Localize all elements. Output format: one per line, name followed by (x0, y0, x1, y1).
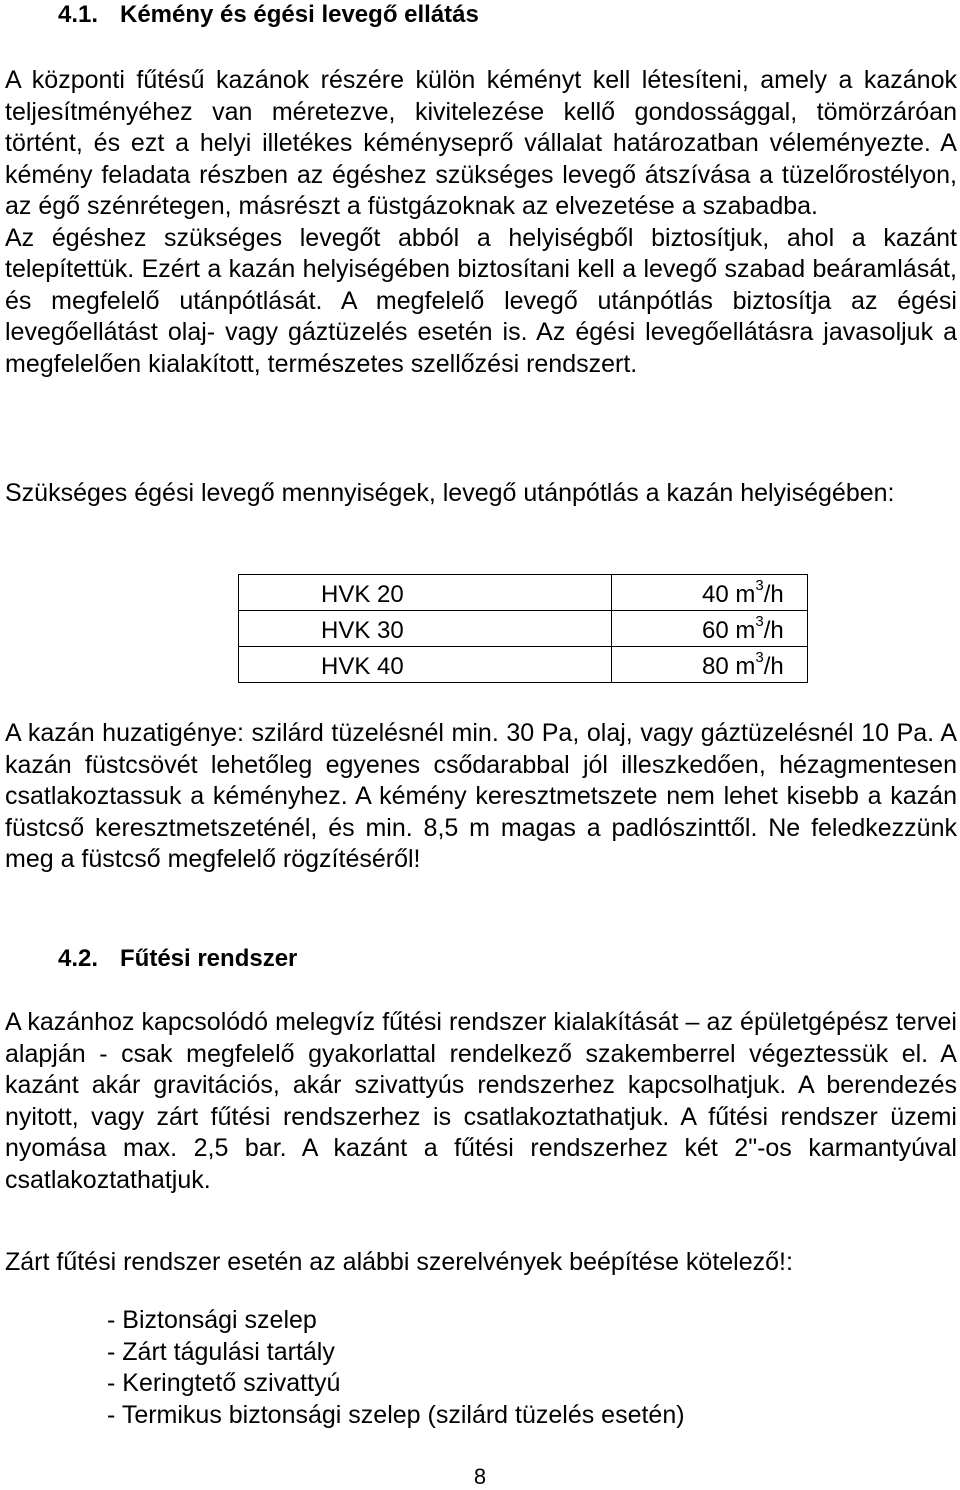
air-requirement-table (238, 574, 808, 683)
air-flow-value: 40 m (702, 581, 756, 608)
table-row (239, 575, 808, 611)
chimney-text-1: A központi fűtésű kazánok részére külön kéményt kell létesíteni, amely a kazánok teljesítményéhez van méretezve, kivitelezése kellő gondossággal, tömörzáróan történt, és ezt a helyi illetékes kéményseprő vállalat határozatban véleményezte. A kémény feladata részben az égéshez szükséges levegő átszívása a tüzelőrostélyon, az égő szénrétegen, másrészt a füstgázoknak az elvezetése a szabadba. (5, 66, 957, 220)
air-flow-value: 80 m (702, 653, 756, 680)
section-number: 4.1. (58, 1, 99, 28)
air-intro-text: Szükséges égési levegő mennyiségek, levegő utánpótlás a kazán helyiségében: (5, 479, 895, 507)
chimney-paragraph-1 (5, 65, 957, 380)
section-title: Fűtési rendszer (120, 945, 298, 972)
air-flow-cell (612, 611, 808, 647)
list-item: - Keringtető szivattyú (107, 1369, 341, 1397)
section-heading-4-2 (0, 944, 297, 974)
closed-system-intro (5, 1247, 957, 1279)
air-flow-unit: /h (763, 581, 784, 608)
air-flow-cell (612, 647, 808, 683)
air-flow-cell (612, 575, 808, 611)
draft-paragraph (5, 718, 957, 876)
air-flow-exponent: 3 (755, 649, 764, 666)
air-flow-exponent: 3 (755, 613, 764, 630)
draft-text: A kazán huzatigénye: szilárd tüzelésnél min. 30 Pa, olaj, vagy gáztüzelésnél 10 Pa. A kazán füstcsövét lehetőleg egyenes csődarabbal jól illeszkedően, hézagmentesen csatlakoztassuk a kéményhez. A kémény keresztmetszete nem lehet kisebb a kazán füstcső keresztmetszeténél, és min. 8,5 m magas a padlószinttől. Ne feledkezzünk meg a füstcső megfelelő rögzítéséről! (5, 719, 957, 873)
boiler-model-cell: HVK 30 (239, 611, 612, 647)
boiler-model-cell: HVK 20 (239, 575, 612, 611)
heating-system-paragraph (5, 1007, 957, 1196)
section-number: 4.2. (58, 945, 99, 972)
boiler-model-cell: HVK 40 (239, 647, 612, 683)
closed-system-text: Zárt fűtési rendszer esetén az alábbi szerelvények beépítése kötelező!: (5, 1248, 793, 1276)
air-flow-exponent: 3 (755, 577, 764, 594)
section-title: Kémény és égési levegő ellátás (120, 1, 479, 28)
required-fittings-list (107, 1305, 685, 1431)
air-quantity-intro (5, 478, 957, 510)
table-row (239, 647, 808, 683)
air-flow-value: 60 m (702, 617, 756, 644)
list-item: - Zárt tágulási tartály (107, 1337, 335, 1366)
section-heading-4-1 (0, 0, 479, 30)
page-number: 8 (473, 1464, 487, 1489)
air-flow-unit: /h (763, 653, 784, 680)
heating-text: A kazánhoz kapcsolódó melegvíz fűtési rendszer kialakítását – az épületgépész tervei alapján - csak megfelelő gyakorlattal rendelkező szakemberrel végeztessük el. A kazánt akár gravitációs, akár szivattyús rendszerhez kapcsolhatjuk. A berendezés nyitott, vagy zárt fűtési rendszerhez is csatlakoztathatjuk. A fűtési rendszer üzemi nyomása max. 2,5 bar. A kazánt a fűtési rendszerhez két 2"-os karmantyúval csatlakoztathatjuk. (5, 1008, 957, 1194)
chimney-text-2: Az égéshez szükséges levegőt abból a helyiségből biztosítjuk, ahol a kazánt telepítettük. Ezért a kazán helyiségében biztosítani kell a levegő szabad beáramlását, és megfelelő utánpótlását. A megfelelő levegő utánpótlás biztosítja az égési levegőellátást olaj- vagy gáztüzelés esetén is. Az égési levegőellátásra javasoljuk a megfelelően kialakított, természetes szellőzési rendszert. (5, 223, 957, 378)
list-item: - Termikus biztonsági szelep (szilárd tüzelés esetén) (107, 1400, 685, 1429)
air-flow-unit: /h (763, 617, 784, 644)
table-row (239, 611, 808, 647)
list-item: - Biztonsági szelep (107, 1306, 317, 1334)
